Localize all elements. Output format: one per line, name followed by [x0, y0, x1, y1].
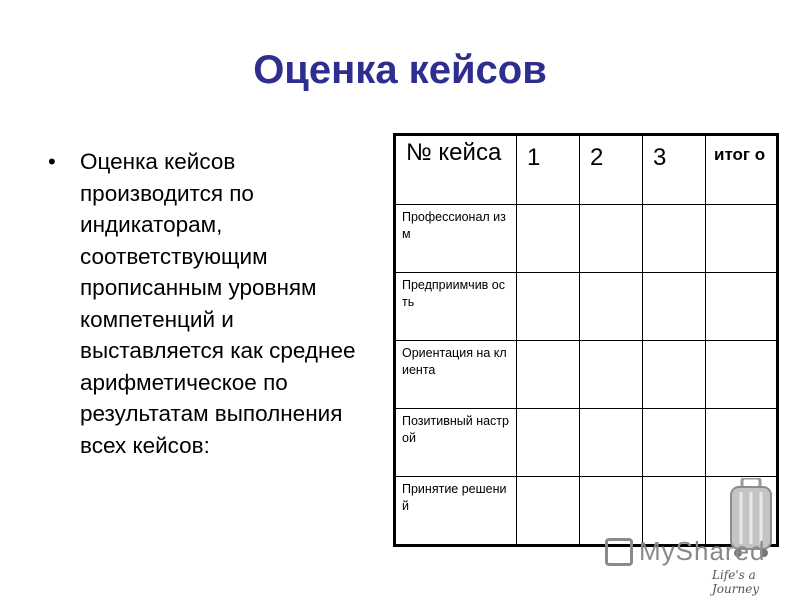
score-cell [643, 205, 706, 273]
header-total: итог о [706, 135, 778, 205]
score-cell [580, 341, 643, 409]
row-label: Принятие решений [395, 477, 517, 546]
case-evaluation-table [393, 133, 779, 547]
row-label: Позитивный настрой [395, 409, 517, 477]
score-cell [580, 273, 643, 341]
total-cell [706, 205, 778, 273]
score-cell [517, 273, 580, 341]
table-header-row [395, 135, 778, 205]
table-row [395, 205, 778, 273]
score-cell [580, 409, 643, 477]
header-case-3: 3 [643, 135, 706, 205]
score-cell [580, 205, 643, 273]
watermark-tagline: Life's a Journey [712, 568, 760, 596]
score-cell [517, 205, 580, 273]
row-label: Предприимчив ость [395, 273, 517, 341]
total-cell [706, 409, 778, 477]
table-row [395, 341, 778, 409]
score-cell [643, 273, 706, 341]
score-cell [517, 409, 580, 477]
watermark [605, 536, 766, 567]
bullet-marker: • [48, 149, 56, 174]
table-row [395, 273, 778, 341]
header-case-1: 1 [517, 135, 580, 205]
watermark-text: MyShared [639, 536, 766, 566]
score-cell [517, 477, 580, 546]
slide-title: Оценка кейсов [253, 48, 547, 92]
presentation-icon [605, 538, 633, 566]
score-cell [643, 409, 706, 477]
row-label: Профессионал изм [395, 205, 517, 273]
bullet-text: Оценка кейсов производится по индикаторам, соответствующим прописанным уровням компетенций и выставляется как среднее арифметическое по результатам выполнения всех кейсов: [80, 149, 356, 458]
bullet-item [44, 146, 374, 461]
total-cell [706, 273, 778, 341]
header-case-2: 2 [580, 135, 643, 205]
table-row [395, 409, 778, 477]
header-case-number: № кейса [395, 135, 517, 205]
score-cell [643, 341, 706, 409]
score-cell [517, 341, 580, 409]
row-label: Ориентация на клиента [395, 341, 517, 409]
total-cell [706, 341, 778, 409]
